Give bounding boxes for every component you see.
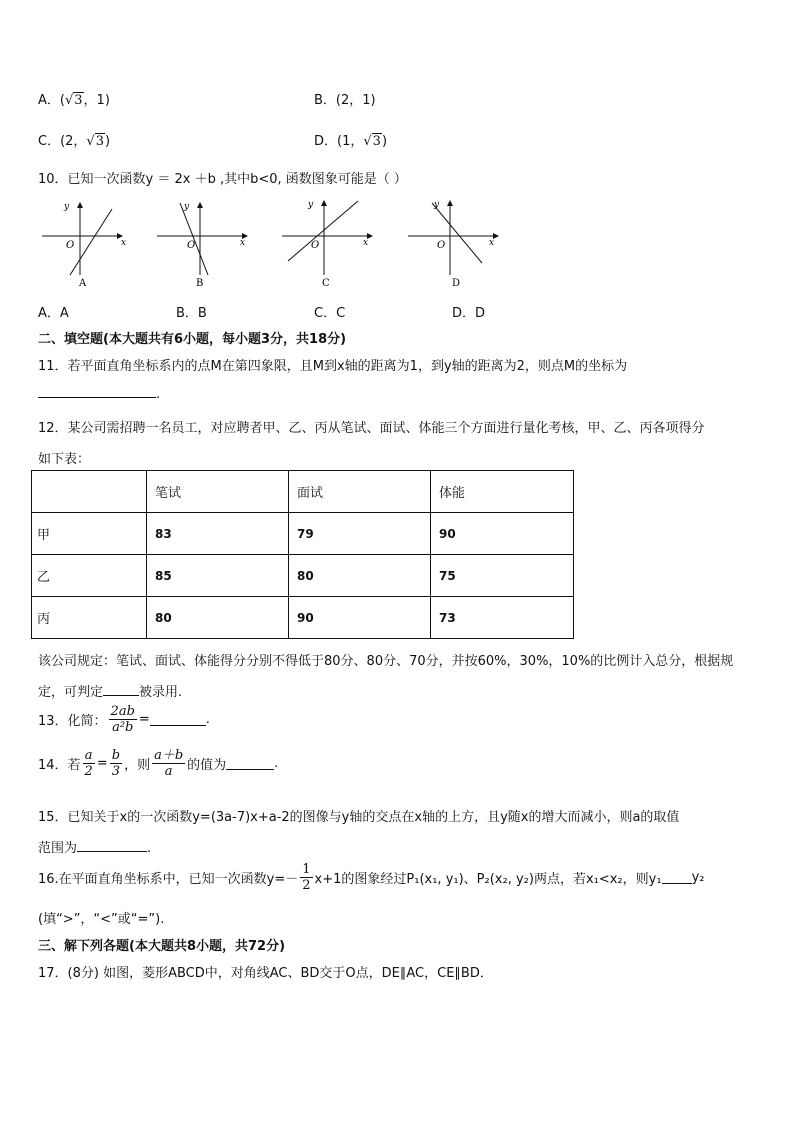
- graph-c: [282, 200, 372, 289]
- table-header: 体能: [431, 471, 574, 513]
- q10-graphs: [0, 195, 794, 320]
- q15-text: 15．已知关于x的一次函数y=(3a-7)x+a-2的图像与y轴的交点在x轴的上方，且y随x的增大而减小，则a的取值: [38, 810, 680, 825]
- q10-option-c: C．C: [314, 306, 346, 321]
- table-cell: 80: [147, 597, 289, 639]
- table-cell: 75: [431, 555, 574, 597]
- graph-label: B: [196, 278, 204, 289]
- table-cell: 90: [431, 513, 574, 555]
- score-table: [31, 470, 574, 639]
- origin-label: O: [311, 240, 320, 251]
- table-cell: 83: [147, 513, 289, 555]
- table-cell: 85: [147, 555, 289, 597]
- table-row: [32, 555, 574, 597]
- origin-label: O: [437, 240, 446, 251]
- section2-title: 二、填空题(本大题共有6小题，每小题3分，共18分): [38, 332, 347, 347]
- axis-y-label: y: [434, 200, 440, 210]
- axis-y-label: y: [308, 200, 314, 210]
- graph-d: [408, 200, 498, 289]
- q12-text-2: 如下表：: [38, 452, 91, 467]
- answer-blank[interactable]: [150, 713, 206, 726]
- answer-blank[interactable]: [103, 683, 139, 696]
- fraction: $\frac{2ab}{\text{a²b}}$: [110, 704, 135, 735]
- table-header: 面试: [289, 471, 431, 513]
- q16-line2: (填“>”，“<”或“=”).: [38, 912, 165, 927]
- answer-blank[interactable]: [662, 871, 692, 884]
- q9-option-b: B．(2，1): [314, 93, 376, 108]
- q9-option-d: D．(1，√3): [314, 134, 388, 149]
- axis-x-label: x: [121, 238, 127, 248]
- q13: 13．化简： $\frac{2ab}{\text{a²b}}$ = .: [38, 704, 210, 735]
- origin-label: O: [66, 240, 75, 251]
- q12-text: 12．某公司需招聘一名员工，对应聘者甲、乙、丙从笔试、面试、体能三个方面进行量化考核，甲、乙、丙各项得分: [38, 421, 705, 436]
- answer-blank[interactable]: [38, 385, 156, 398]
- axis-x-label: x: [489, 238, 495, 248]
- graph-label: A: [79, 278, 87, 289]
- q12-answer-line: 定，可判定 被录用.: [38, 685, 183, 700]
- answer-blank[interactable]: [77, 839, 147, 852]
- q11-text: 11．若平面直角坐标系内的点M在第四象限，且M到x轴的距离为1，到y轴的距离为2，则点M的坐标为: [38, 359, 628, 374]
- section3-title: 三、解下列各题(本大题共8小题，共72分): [38, 939, 286, 954]
- q16: 16.在平面直角坐标系中，已知一次函数y=－ $\frac{1}{2}$ x+1的图象经过P₁(x₁, y₁)、P₂(x₂, y₂)两点，若x₁<x₂，则y₁ y₂: [38, 862, 705, 893]
- table-header: 笔试: [147, 471, 289, 513]
- table-cell: 丙: [32, 597, 147, 639]
- q11-answer-line: .: [38, 385, 160, 402]
- q12-rule: 该公司规定：笔试、面试、体能得分分别不得低于80分、80分、70分，并按60%，30%，10%的比例计入总分，根据规: [38, 654, 734, 669]
- table-row: [32, 513, 574, 555]
- table-cell: 乙: [32, 555, 147, 597]
- origin-label: O: [187, 240, 196, 251]
- graph-label: C: [322, 278, 330, 289]
- table-cell: 73: [431, 597, 574, 639]
- table-cell: 90: [289, 597, 431, 639]
- q10-option-a: A．A: [38, 306, 69, 321]
- table-cell: 79: [289, 513, 431, 555]
- axis-x-label: x: [240, 238, 246, 248]
- answer-blank[interactable]: [226, 757, 274, 770]
- q9-option-a: A．(√3，1): [38, 93, 110, 108]
- q10-option-b: B．B: [176, 306, 207, 321]
- table-header: [32, 471, 147, 513]
- table-header-row: [32, 471, 574, 513]
- q10-option-d: D．D: [452, 306, 486, 321]
- graph-a: [42, 202, 126, 289]
- axis-y-label: y: [64, 202, 70, 212]
- q14: 14．若 $\frac{a}{2}$ = $\frac{b}{3}$ ，则 $\frac{a+b}{a}$ 的值为 .: [38, 748, 279, 779]
- graph-label: D: [452, 278, 461, 289]
- table-row: [32, 597, 574, 639]
- table-cell: 80: [289, 555, 431, 597]
- q15-answer-line: 范围为 .: [38, 841, 152, 856]
- q9-option-c: C．(2，√3): [38, 134, 111, 149]
- table-cell: 甲: [32, 513, 147, 555]
- axis-x-label: x: [363, 238, 369, 248]
- q17-text: 17．(8分) 如图，菱形ABCD中，对角线AC、BD交于O点，DE∥AC，CE∥BD．: [38, 966, 493, 981]
- q10-stem: 10．已知一次函数y ＝ 2x ＋b ,其中b<0, 函数图象可能是（ ）: [38, 172, 407, 187]
- axis-y-label: y: [184, 202, 190, 212]
- graph-b: [157, 202, 247, 289]
